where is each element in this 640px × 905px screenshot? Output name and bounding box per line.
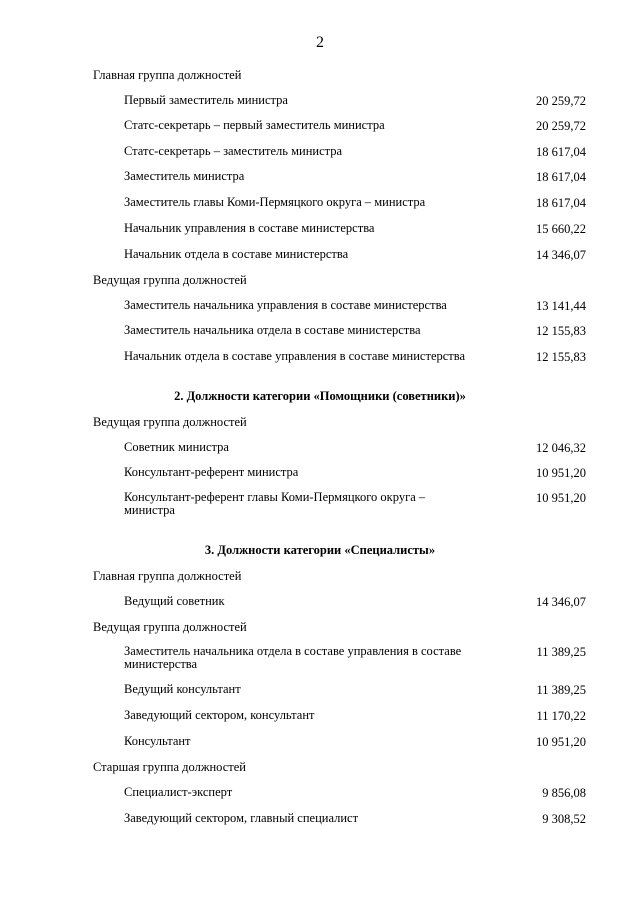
group-main-heading: Главная группа должностей — [93, 569, 242, 583]
list-item — [124, 299, 499, 312]
position-name: Заведующий сектором, консультант — [124, 708, 315, 722]
list-item — [124, 350, 499, 363]
position-name: Начальник управления в составе министерства — [124, 221, 375, 235]
list-item — [124, 196, 499, 209]
list-item — [124, 222, 499, 235]
salary-value: 11 389,25 — [536, 683, 586, 697]
list-item — [124, 119, 499, 132]
salary-value: 18 617,04 — [536, 196, 586, 210]
list-item — [124, 595, 499, 608]
salary-value: 15 660,22 — [536, 222, 586, 236]
group-main-heading: Главная группа должностей — [93, 68, 242, 82]
group-leading-heading: Ведущая группа должностей — [93, 620, 247, 634]
salary-value: 11 389,25 — [536, 645, 586, 659]
list-item — [124, 324, 499, 337]
list-item — [124, 683, 499, 696]
salary-value: 14 346,07 — [536, 248, 586, 262]
salary-value: 12 155,83 — [536, 324, 586, 338]
position-name: Заместитель начальника отдела в составе управления в составе министерства — [124, 644, 462, 671]
position-name: Первый заместитель министра — [124, 93, 288, 107]
salary-value: 18 617,04 — [536, 170, 586, 184]
section-heading: 2. Должности категории «Помощники (советники)» — [174, 389, 466, 403]
position-name: Заместитель начальника отдела в составе министерства — [124, 323, 421, 337]
list-item — [124, 491, 454, 517]
position-name: Ведущий консультант — [124, 682, 241, 696]
salary-value: 10 951,20 — [536, 735, 586, 749]
salary-value: 9 856,08 — [542, 786, 586, 800]
list-item — [124, 645, 489, 671]
salary-value: 12 046,32 — [536, 441, 586, 455]
position-name: Начальник отдела в составе министерства — [124, 247, 349, 261]
group-leading-heading: Ведущая группа должностей — [93, 415, 247, 429]
position-name: Статс-секретарь – заместитель министра — [124, 144, 343, 158]
salary-value: 20 259,72 — [536, 119, 586, 133]
salary-value: 18 617,04 — [536, 145, 586, 159]
list-item — [124, 709, 499, 722]
list-item — [124, 812, 499, 825]
salary-value: 14 346,07 — [536, 595, 586, 609]
salary-value: 11 170,22 — [536, 709, 586, 723]
position-name: Консультант-референт министра — [124, 465, 299, 479]
salary-value: 10 951,20 — [536, 491, 586, 505]
position-name: Консультант — [124, 734, 191, 748]
position-name: Советник министра — [124, 440, 229, 454]
position-name: Начальник отдела в составе управления в составе министерства — [124, 349, 466, 363]
salary-value: 12 155,83 — [536, 350, 586, 364]
group-senior-heading: Старшая группа должностей — [93, 760, 246, 774]
position-name: Ведущий советник — [124, 594, 225, 608]
list-item — [124, 441, 499, 454]
list-item — [124, 466, 499, 479]
group-leading-heading: Ведущая группа должностей — [93, 273, 247, 287]
list-item — [124, 786, 499, 799]
section-heading: 3. Должности категории «Специалисты» — [204, 543, 436, 557]
position-name: Консультант-референт главы Коми-Пермяцкого округа – министра — [124, 490, 426, 517]
salary-value: 9 308,52 — [542, 812, 586, 826]
list-item — [124, 735, 499, 748]
list-item — [124, 145, 499, 158]
position-name: Статс-секретарь – первый заместитель министра — [124, 118, 385, 132]
position-name: Заместитель министра — [124, 169, 245, 183]
position-name: Заместитель начальника управления в составе министерства — [124, 298, 447, 312]
position-name: Специалист-эксперт — [124, 785, 233, 799]
list-item — [124, 94, 499, 107]
salary-value: 20 259,72 — [536, 94, 586, 108]
position-name: Заместитель главы Коми-Пермяцкого округа – министра — [124, 195, 426, 209]
salary-value: 10 951,20 — [536, 466, 586, 480]
page-number: 2 — [316, 34, 324, 51]
position-name: Заведующий сектором, главный специалист — [124, 811, 359, 825]
salary-value: 13 141,44 — [536, 299, 586, 313]
list-item — [124, 248, 499, 261]
list-item — [124, 170, 499, 183]
